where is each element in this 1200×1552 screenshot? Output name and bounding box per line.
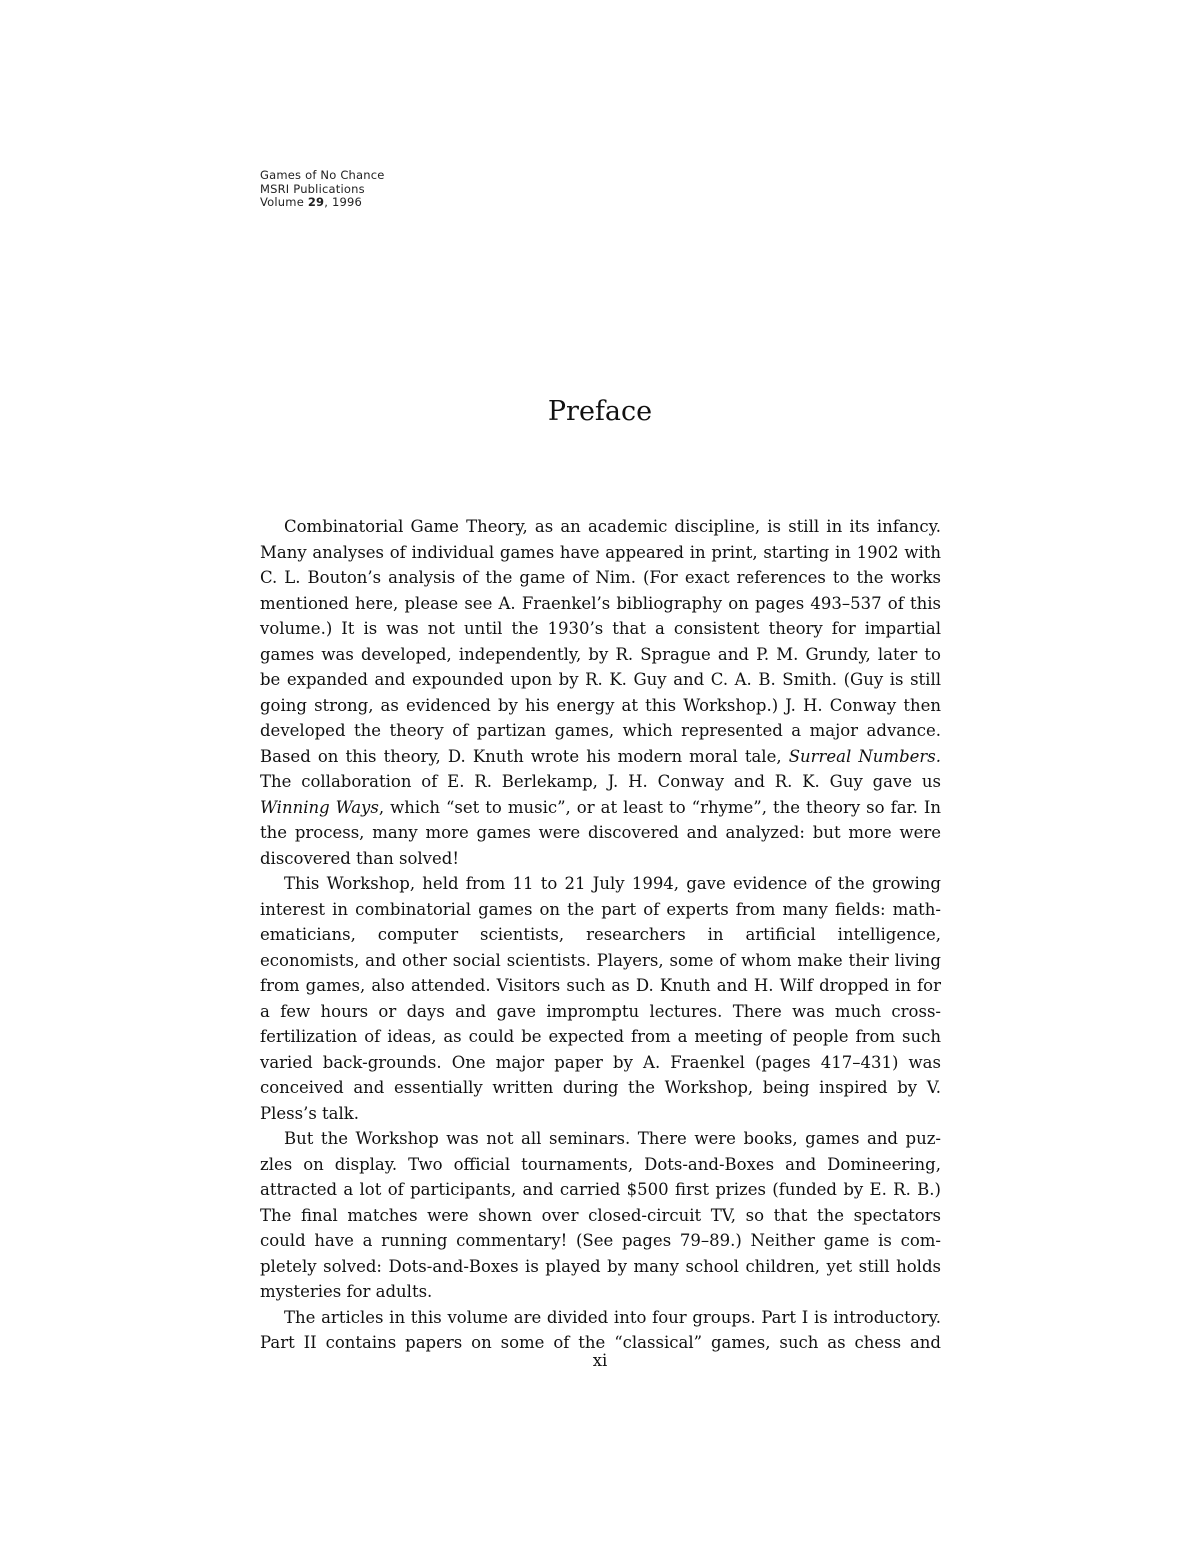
volume-year: , 1996 [324, 195, 363, 209]
paragraph-3: But the Workshop was not all seminars. There were books, games and puz-zles on display. Two official tournaments, Dots-and-Boxes and Domineering, attracted a lot of participants, and carried $500 first prizes (funded by E. R. B.) The final matches were shown over closed-circuit TV, so that the spectators could have a running commentary! (See pages 79–89.) Neither game is com-pletely solved: Dots-and-Boxes is played by many school children, yet still holds mysteries for adults. [260, 1129, 941, 1301]
running-header [260, 169, 385, 210]
preface-body [260, 514, 941, 1356]
publisher: MSRI Publications [260, 181, 365, 196]
book-title-winning-ways: Winning Ways [260, 797, 379, 817]
paragraph-1 [260, 514, 941, 871]
book-title-surreal-numbers: Surreal Numbers. [788, 746, 941, 766]
paragraph-1-text-c: , which “set to music”, or at least to “rhyme”, the theory so far. In the process, many more games were discovered and analyzed: but more were discovered than solved! [260, 797, 942, 868]
volume-number: 29 [307, 195, 325, 209]
paragraph-4: The articles in this volume are divided into four groups. Part I is introductory. Part II contains papers on some of the “classical” games, such as chess and [260, 1307, 941, 1352]
page-number: xi [592, 1351, 608, 1370]
paragraph-2: This Workshop, held from 11 to 21 July 1994, gave evidence of the growing interest in combinatorial games on the part of experts from many fields: math-ematicians, computer scientists, researchers in artificial intelligence, economists, and other social scientists. Players, some of whom make their living from games, also attended. Visitors such as D. Knuth and H. Wilf dropped in for a few hours or days and gave impromptu lectures. There was much cross-fertilization of ideas, as could be expected from a meeting of people from such varied back-grounds. One major paper by A. Fraenkel (pages 417–431) was conceived and essentially written during the Workshop, being inspired by V. Pless’s talk. [260, 874, 941, 1123]
volume-line [260, 196, 385, 210]
paragraph-1-text-b: The collaboration of E. R. Berlekamp, J. H. Conway and R. K. Guy gave us [260, 772, 941, 791]
paragraph-1-text-a: Combinatorial Game Theory, as an academic discipline, is still in its infancy. Many analyses of individual games have appeared in print, starting in 1902 with C. L. Bouton’s analysis of the game of Nim. (For exact references to the works mentioned here, please see A. Fraenkel’s bibliography on pages 493–537 of this volume.) It is was not until the 1930’s that a consistent theory for impartial games was developed, independently, by R. Sprague and P. M. Grundy, later to be expanded and expounded upon by R. K. Guy and C. A. B. Smith. (Guy is still going strong, as evidenced by his energy at this Workshop.) J. H. Conway then developed the theory of partizan games, which represented a major advance. Based on this theory, D. Knuth wrote his modern moral tale, [260, 517, 941, 766]
volume-label: Volume [260, 195, 304, 209]
page-title: Preface [547, 396, 653, 427]
book-title: Games of No Chance [260, 168, 385, 182]
